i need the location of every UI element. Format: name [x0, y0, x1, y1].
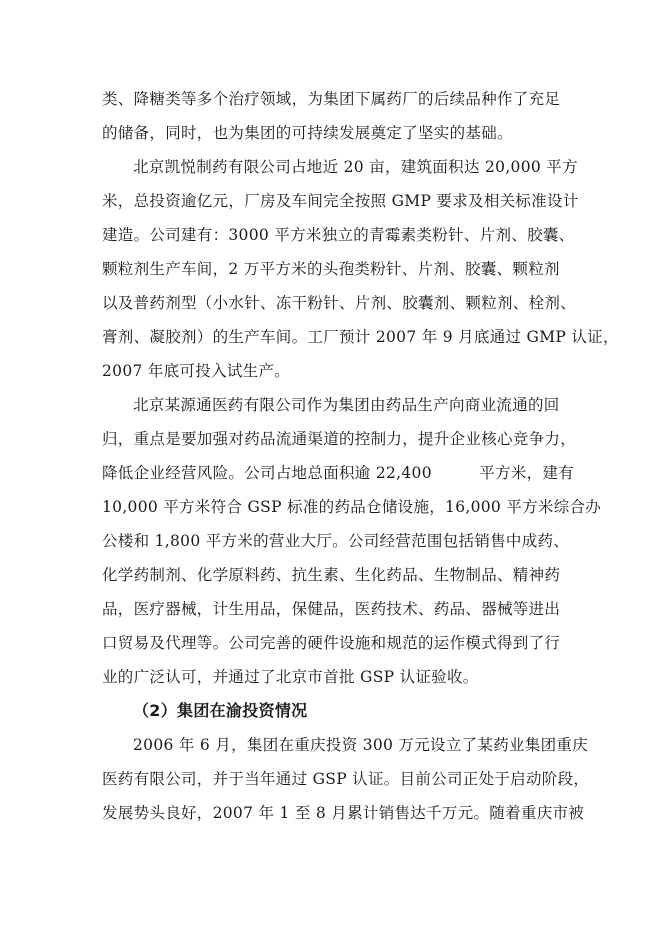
- paragraph-line-19: 2006 年 6 月，集团在重庆投资 300 万元设立了某药业集团重庆: [133, 736, 589, 754]
- paragraph-line-15: 化学药制剂、化学原料药、抗生素、生化药品、生物制品、精神药: [102, 566, 561, 584]
- paragraph-line-5: 建造。公司建有：3000 平方米独立的青霉素类粉针、片剂、胶囊、: [102, 226, 575, 244]
- paragraph-line-17: 口贸易及代理等。公司完善的硬件设施和规范的运作模式得到了行: [102, 634, 561, 652]
- paragraph-line-3: 北京凯悦制药有限公司占地近 20 亩，建筑面积达 20,000 平方: [133, 158, 578, 176]
- paragraph-line-2: 的储备，同时，也为集团的可持续发展奠定了坚实的基础。: [102, 124, 513, 142]
- paragraph-line-10: 北京某源通医药有限公司作为集团由药品生产向商业流通的回: [133, 396, 560, 414]
- paragraph-line-20: 医药有限公司，并于当年通过 GSP 认证。目前公司正处于启动阶段，: [102, 770, 590, 788]
- paragraph-line-12: 降低企业经营风险。公司占地总面积逾 22,400 平方米，建有: [102, 464, 575, 482]
- paragraph-line-7: 以及普药剂型（小水针、冻干粉针、片剂、胶囊剂、颗粒剂、栓剂、: [102, 294, 577, 312]
- paragraph-line-16: 品，医疗器械，计生用品，保健品，医药技术、药品、器械等进出: [102, 600, 561, 618]
- paragraph-line-9: 2007 年底可投入试生产。: [102, 362, 291, 380]
- paragraph-line-18: 业的广泛认可，并通过了北京市首批 GSP 认证验收。: [102, 668, 479, 686]
- paragraph-line-13: 10,000 平方米符合 GSP 标准的药品仓储设施，16,000 平方米综合办: [102, 498, 602, 516]
- paragraph-line-8: 膏剂、凝胶剂）的生产车间。工厂预计 2007 年 9 月底通过 GMP 认证，: [102, 328, 619, 346]
- paragraph-line-21: 发展势头良好，2007 年 1 至 8 月累计销售达千万元。随着重庆市被: [102, 804, 585, 822]
- paragraph-line-14: 公楼和 1,800 平方米的营业大厅。公司经营范围包括销售中成药、: [102, 532, 570, 550]
- paragraph-line-4: 米，总投资逾亿元，厂房及车间完全按照 GMP 要求及相关标准设计: [102, 192, 579, 210]
- section-heading: （2）集团在渝投资情况: [133, 701, 308, 720]
- paragraph-line-1: 类、降糖类等多个治疗领域，为集团下属药厂的后续品种作了充足: [102, 90, 561, 108]
- paragraph-line-11: 归，重点是要加强对药品流通渠道的控制力，提升企业核心竞争力，: [102, 430, 577, 448]
- paragraph-line-6: 颗粒剂生产车间，2 万平方米的头孢类粉针、片剂、胶囊、颗粒剂: [102, 260, 560, 278]
